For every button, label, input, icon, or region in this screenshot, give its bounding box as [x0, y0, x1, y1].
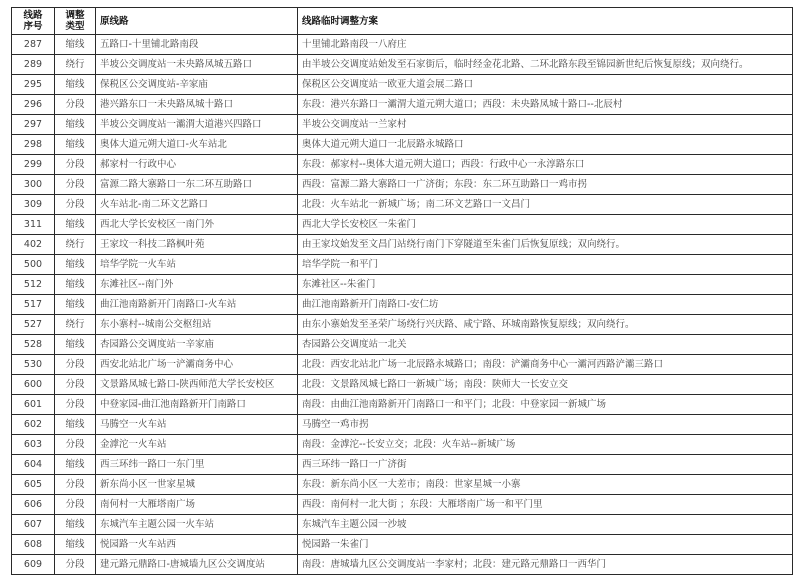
cell-temporary-plan: 西北大学长安校区一朱雀门	[298, 215, 793, 235]
cell-temporary-plan: 东段：港兴东路口一灞渭大道元朔大道口；西段：未央路凤城十路口--北辰村	[298, 95, 793, 115]
cell-temporary-plan: 由东小寨始发至圣荣广场绕行兴庆路、咸宁路、环城南路恢复原线；双向绕行。	[298, 315, 793, 335]
cell-adjust-type: 分段	[55, 435, 96, 455]
cell-original-route: 杏园路公交调度站一辛家庙	[96, 335, 298, 355]
table-header-row	[12, 8, 793, 35]
table-row	[12, 555, 793, 575]
header-original-route: 原线路	[96, 8, 298, 35]
table-row	[12, 295, 793, 315]
cell-adjust-type: 分段	[55, 555, 96, 575]
cell-route-number: 605	[12, 475, 55, 495]
cell-original-route: 培华学院一火车站	[96, 255, 298, 275]
cell-adjust-type: 缩线	[55, 515, 96, 535]
cell-temporary-plan: 悦园路一朱雀门	[298, 535, 793, 555]
cell-original-route: 富源二路大寨路口一东二环互助路口	[96, 175, 298, 195]
cell-original-route: 东小寨村--城南公交枢纽站	[96, 315, 298, 335]
cell-route-number: 296	[12, 95, 55, 115]
cell-route-number: 609	[12, 555, 55, 575]
header-route-number-line2: 序号	[23, 21, 43, 32]
cell-temporary-plan: 奥体大道元朔大道口一北辰路永城路口	[298, 135, 793, 155]
table-row	[12, 335, 793, 355]
table-row	[12, 275, 793, 295]
header-adjust-type-line2: 类型	[65, 21, 85, 32]
cell-adjust-type: 分段	[55, 195, 96, 215]
cell-temporary-plan: 西段：富源二路大寨路口一广济街；东段：东二环互助路口一鸡市拐	[298, 175, 793, 195]
cell-adjust-type: 缩线	[55, 75, 96, 95]
cell-route-number: 603	[12, 435, 55, 455]
cell-original-route: 火车站北-南二环文艺路口	[96, 195, 298, 215]
table-row	[12, 115, 793, 135]
table-row	[12, 475, 793, 495]
cell-original-route: 五路口-十里铺北路南段	[96, 35, 298, 55]
cell-adjust-type: 分段	[55, 95, 96, 115]
cell-adjust-type: 分段	[55, 155, 96, 175]
cell-route-number: 500	[12, 255, 55, 275]
table-body	[12, 35, 793, 575]
cell-original-route: 新东尚小区一世家星城	[96, 475, 298, 495]
table-row	[12, 495, 793, 515]
cell-temporary-plan: 西三环纬一路口一广济街	[298, 455, 793, 475]
table-row	[12, 435, 793, 455]
cell-temporary-plan: 杏园路公交调度站一北关	[298, 335, 793, 355]
cell-route-number: 299	[12, 155, 55, 175]
table-row	[12, 535, 793, 555]
cell-adjust-type: 缩线	[55, 535, 96, 555]
cell-temporary-plan: 保税区公交调度站一欧亚大道会展二路口	[298, 75, 793, 95]
header-adjust-type-line1: 调整	[65, 10, 85, 21]
cell-adjust-type: 缩线	[55, 115, 96, 135]
cell-adjust-type: 分段	[55, 375, 96, 395]
cell-adjust-type: 绕行	[55, 235, 96, 255]
cell-adjust-type: 缩线	[55, 35, 96, 55]
table-row	[12, 415, 793, 435]
cell-original-route: 郝家村一行政中心	[96, 155, 298, 175]
cell-original-route: 中登家园-曲江池南路新开门南路口	[96, 395, 298, 415]
table-row	[12, 35, 793, 55]
table-row	[12, 255, 793, 275]
cell-route-number: 607	[12, 515, 55, 535]
cell-route-number: 402	[12, 235, 55, 255]
table-row	[12, 175, 793, 195]
cell-original-route: 东城汽车主题公园一火车站	[96, 515, 298, 535]
header-route-number	[12, 8, 55, 35]
cell-temporary-plan: 半坡公交调度站一兰家村	[298, 115, 793, 135]
cell-temporary-plan: 北段：文景路凤城七路口一新城广场；南段：陕师大一长安立交	[298, 375, 793, 395]
cell-original-route: 东滩社区--南门外	[96, 275, 298, 295]
cell-route-number: 604	[12, 455, 55, 475]
cell-temporary-plan: 马腾空一鸡市拐	[298, 415, 793, 435]
cell-original-route: 南何村一大雁塔南广场	[96, 495, 298, 515]
table-row	[12, 515, 793, 535]
cell-route-number: 601	[12, 395, 55, 415]
cell-original-route: 建元路元鼎路口-唐城墙九区公交调度站	[96, 555, 298, 575]
cell-original-route: 王家坟一科技二路枫叶苑	[96, 235, 298, 255]
table-row	[12, 375, 793, 395]
header-adjust-type	[55, 8, 96, 35]
cell-adjust-type: 缩线	[55, 255, 96, 275]
cell-route-number: 295	[12, 75, 55, 95]
cell-adjust-type: 绕行	[55, 315, 96, 335]
cell-temporary-plan: 培华学院一和平门	[298, 255, 793, 275]
cell-route-number: 527	[12, 315, 55, 335]
cell-route-number: 602	[12, 415, 55, 435]
cell-adjust-type: 缩线	[55, 135, 96, 155]
cell-temporary-plan: 东城汽车主题公园一沙坡	[298, 515, 793, 535]
cell-temporary-plan: 由王家坟始发至文昌门站绕行南门下穿隧道至朱雀门后恢复原线；双向绕行。	[298, 235, 793, 255]
table-row	[12, 395, 793, 415]
cell-temporary-plan: 南段：金滹沱--长安立交；北段：火车站--新城广场	[298, 435, 793, 455]
table-row	[12, 215, 793, 235]
header-temporary-plan: 线路临时调整方案	[298, 8, 793, 35]
cell-original-route: 西安北站北广场一浐灞商务中心	[96, 355, 298, 375]
cell-original-route: 半坡公交调度站一未央路凤城五路口	[96, 55, 298, 75]
cell-route-number: 528	[12, 335, 55, 355]
table-row	[12, 75, 793, 95]
cell-original-route: 西北大学长安校区一南门外	[96, 215, 298, 235]
cell-temporary-plan: 东段：新东尚小区一大差市；南段：世家星城一小寨	[298, 475, 793, 495]
cell-route-number: 289	[12, 55, 55, 75]
cell-adjust-type: 分段	[55, 495, 96, 515]
table-row	[12, 55, 793, 75]
cell-adjust-type: 分段	[55, 395, 96, 415]
cell-adjust-type: 分段	[55, 175, 96, 195]
table-row	[12, 95, 793, 115]
table-row	[12, 315, 793, 335]
cell-original-route: 港兴路东口一未央路凤城十路口	[96, 95, 298, 115]
cell-temporary-plan: 曲江池南路新开门南路口-安仁坊	[298, 295, 793, 315]
cell-temporary-plan: 北段：西安北站北广场一北辰路永城路口；南段：浐灞商务中心一灞河西路浐灞三路口	[298, 355, 793, 375]
cell-adjust-type: 缩线	[55, 295, 96, 315]
cell-route-number: 298	[12, 135, 55, 155]
cell-route-number: 300	[12, 175, 55, 195]
table-row	[12, 235, 793, 255]
cell-original-route: 文景路凤城七路口-陕西师范大学长安校区	[96, 375, 298, 395]
cell-temporary-plan: 东滩社区--朱雀门	[298, 275, 793, 295]
cell-route-number: 512	[12, 275, 55, 295]
cell-original-route: 奥体大道元朔大道口-火车站北	[96, 135, 298, 155]
cell-route-number: 297	[12, 115, 55, 135]
cell-route-number: 517	[12, 295, 55, 315]
cell-temporary-plan: 北段：火车站北一新城广场；南二环文艺路口一文昌门	[298, 195, 793, 215]
table-row	[12, 155, 793, 175]
cell-original-route: 曲江池南路新开门南路口-火车站	[96, 295, 298, 315]
cell-route-number: 287	[12, 35, 55, 55]
cell-route-number: 600	[12, 375, 55, 395]
cell-adjust-type: 分段	[55, 355, 96, 375]
cell-route-number: 311	[12, 215, 55, 235]
cell-temporary-plan: 十里铺北路南段一八府庄	[298, 35, 793, 55]
cell-adjust-type: 绕行	[55, 55, 96, 75]
cell-temporary-plan: 由半坡公交调度站始发至石家街后，临时经金花北路、二环北路东段至锦园新世纪后恢复原线；双向绕行。	[298, 55, 793, 75]
cell-route-number: 606	[12, 495, 55, 515]
cell-route-number: 608	[12, 535, 55, 555]
cell-route-number: 530	[12, 355, 55, 375]
cell-temporary-plan: 东段：郝家村--奥体大道元朔大道口；西段：行政中心一永淳路东口	[298, 155, 793, 175]
cell-temporary-plan: 南段：唐城墙九区公交调度站一李家村；北段：建元路元鼎路口一西华门	[298, 555, 793, 575]
cell-adjust-type: 缩线	[55, 415, 96, 435]
cell-temporary-plan: 南段：由曲江池南路新开门南路口一和平门；北段：中登家园一新城广场	[298, 395, 793, 415]
cell-adjust-type: 缩线	[55, 215, 96, 235]
cell-original-route: 半坡公交调度站一灞渭大道港兴四路口	[96, 115, 298, 135]
cell-adjust-type: 缩线	[55, 275, 96, 295]
cell-original-route: 马腾空一火车站	[96, 415, 298, 435]
table-row	[12, 355, 793, 375]
cell-original-route: 保税区公交调度站-辛家庙	[96, 75, 298, 95]
cell-route-number: 309	[12, 195, 55, 215]
cell-original-route: 悦园路一火车站西	[96, 535, 298, 555]
cell-adjust-type: 缩线	[55, 335, 96, 355]
cell-original-route: 西三环纬一路口一东门里	[96, 455, 298, 475]
route-adjustment-table	[11, 7, 793, 575]
cell-original-route: 金滹沱一火车站	[96, 435, 298, 455]
table-row	[12, 455, 793, 475]
cell-adjust-type: 缩线	[55, 455, 96, 475]
header-route-number-line1: 线路	[23, 10, 43, 21]
table-row	[12, 195, 793, 215]
cell-adjust-type: 分段	[55, 475, 96, 495]
cell-temporary-plan: 西段：南何村一北大街 ；东段：大雁塔南广场一和平门里	[298, 495, 793, 515]
table-row	[12, 135, 793, 155]
